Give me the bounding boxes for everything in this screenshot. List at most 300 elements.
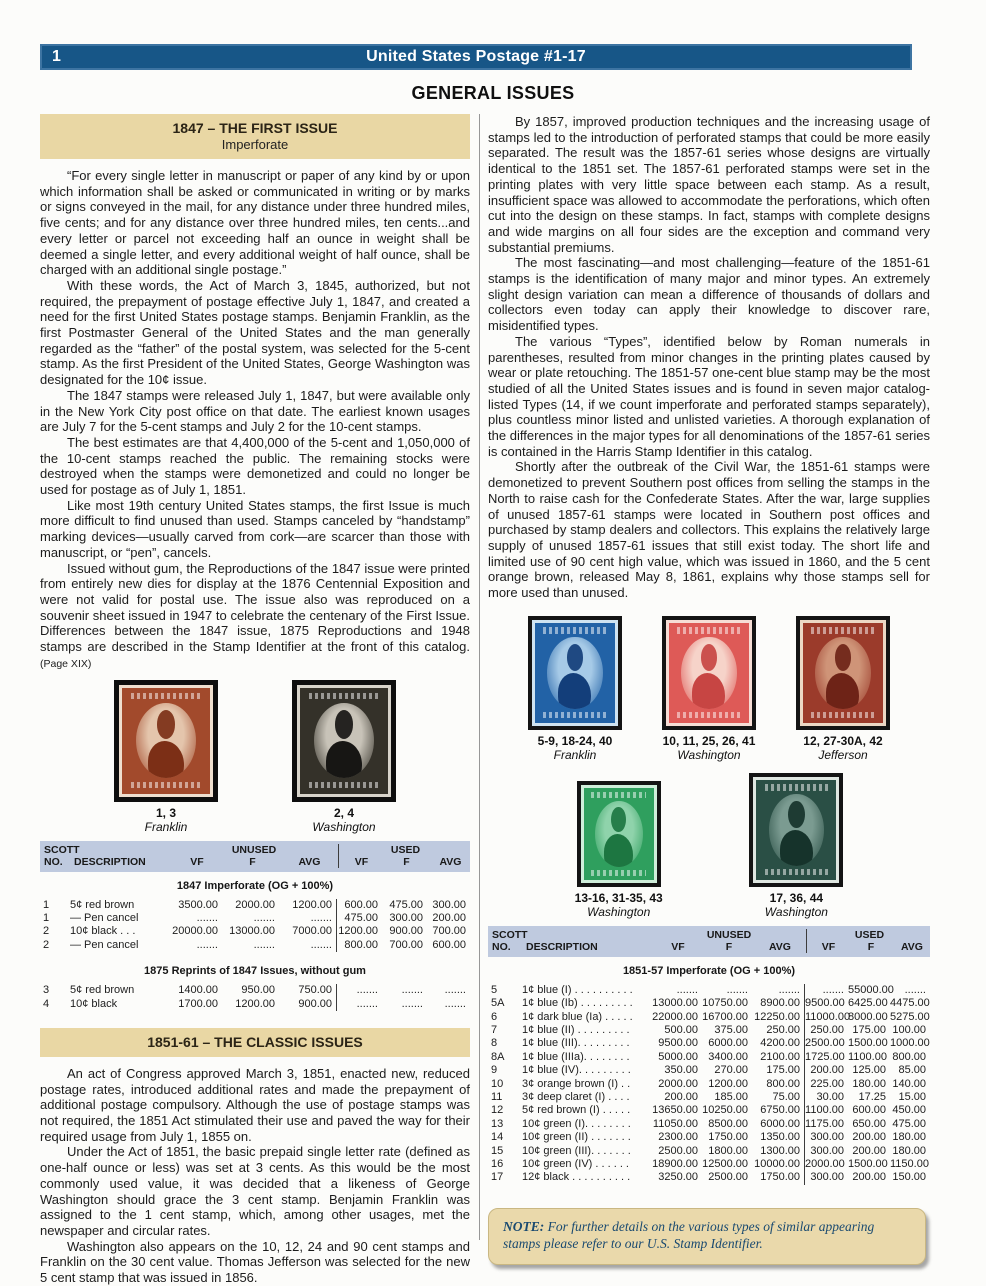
price-cell: ....... bbox=[253, 938, 275, 951]
table-row bbox=[40, 998, 470, 1011]
table-row bbox=[488, 1051, 930, 1064]
price-cell: 800.00 bbox=[336, 939, 382, 952]
table-row bbox=[40, 899, 470, 912]
stamp-top-lettering bbox=[811, 627, 874, 633]
note-text: For further details on the various types of similar appearing stamps please refer to our U.S. Stamp Identifier. bbox=[503, 1218, 875, 1252]
column-header: SCOTT bbox=[44, 843, 80, 856]
stamp-design bbox=[584, 788, 654, 880]
description-cell: 1¢ blue (I) . . . . . . . . . . bbox=[522, 983, 633, 996]
page-number: 1 bbox=[52, 48, 61, 65]
stamp-design bbox=[669, 623, 749, 723]
scott-no-cell: 11 bbox=[491, 1091, 503, 1104]
price-cell: 1400.00 bbox=[178, 984, 218, 997]
price-cell: 1200.00 bbox=[708, 1077, 748, 1090]
table-section-title: 1851-57 Imperforate (OG + 100%) bbox=[622, 964, 796, 977]
stamp-caption-name: Washington bbox=[312, 819, 376, 834]
table-row bbox=[488, 1011, 930, 1024]
portrait-bust bbox=[604, 834, 633, 867]
column-header-group: UNUSED bbox=[231, 843, 277, 856]
stamp-figure bbox=[796, 616, 890, 762]
price-cell: 10750.00 bbox=[702, 997, 748, 1010]
price-cell: ....... bbox=[401, 997, 423, 1010]
table-row bbox=[40, 925, 470, 938]
price-cell: ....... bbox=[904, 983, 926, 996]
price-cell: ....... bbox=[336, 984, 382, 997]
column-header: VF bbox=[190, 855, 204, 868]
stamp-bottom-lettering bbox=[309, 782, 379, 789]
scott-no-cell: 13 bbox=[491, 1117, 504, 1130]
price-cell: 250.00 bbox=[766, 1024, 800, 1037]
stamp-bottom-lettering bbox=[543, 712, 606, 718]
column-header: DESCRIPTION bbox=[526, 940, 598, 953]
price-cell: 4200.00 bbox=[760, 1037, 800, 1050]
stamp-caption-name: Washington bbox=[764, 904, 828, 919]
stamp-caption-numbers: 5-9, 18-24, 40 bbox=[537, 733, 613, 748]
price-cell: 10250.00 bbox=[702, 1104, 748, 1117]
price-cell: 2100.00 bbox=[760, 1050, 800, 1063]
price-cell: ....... bbox=[778, 983, 800, 996]
price-table-1851-57 bbox=[488, 926, 930, 1190]
right-paragraphs bbox=[488, 114, 930, 601]
page-reference: (Page XIX) bbox=[40, 657, 92, 670]
price-cell: 100.00 bbox=[892, 1024, 926, 1037]
description-cell: 12¢ black . . . . . . . . . . bbox=[522, 1171, 631, 1184]
stamp-top-lettering bbox=[765, 784, 828, 790]
description-cell: 10¢ green (III). . . . . . . bbox=[522, 1144, 631, 1157]
stamp-portrait-oval bbox=[595, 801, 643, 868]
table-row bbox=[488, 984, 930, 997]
portrait-head bbox=[788, 801, 805, 828]
scott-no-cell: 1 bbox=[43, 898, 50, 911]
column-header: AVG bbox=[901, 940, 923, 953]
description-cell: 10¢ black . . . bbox=[70, 925, 136, 938]
price-cell: 185.00 bbox=[714, 1091, 748, 1104]
stamp-caption bbox=[292, 806, 396, 834]
price-cell: ....... bbox=[804, 984, 848, 997]
stamp-figure bbox=[114, 680, 218, 834]
stamp-image bbox=[796, 616, 890, 730]
stamp-portrait-oval bbox=[815, 637, 870, 709]
price-cell: 600.00 bbox=[336, 899, 382, 912]
description-cell: 1¢ blue (II) . . . . . . . . . bbox=[522, 1024, 630, 1037]
scott-no-cell: 8 bbox=[491, 1037, 498, 1050]
scott-no-cell: 15 bbox=[491, 1144, 504, 1157]
table-spacer bbox=[40, 952, 470, 957]
body-paragraph: Under the Act of 1851, the basic prepaid single letter rate (defined as one-half ounce or less) was set at 3 cents. As this would be the most commonly used value, it was decided that a likeness of George Washington should grace the 3 cent stamp. Benjamin Franklin was assigned to the 1 cent stamp, which, among other usages, met the newspaper and circular rates. bbox=[40, 1144, 470, 1238]
section2-paragraphs bbox=[40, 1066, 470, 1286]
table-row bbox=[40, 984, 470, 997]
description-cell: — Pen cancel bbox=[70, 938, 139, 951]
stamp-row bbox=[488, 766, 930, 921]
price-cell: 2300.00 bbox=[658, 1131, 698, 1144]
table-row bbox=[488, 1091, 930, 1104]
price-cell: ....... bbox=[253, 911, 275, 924]
price-cell: 200.00 bbox=[852, 1171, 886, 1184]
body-paragraph: Like most 19th century United States stamps, the first Issue is much more difficult to find unused than used. Stamps canceled by “handstamp” marking devices—usually carved from cork—are scarcer than those with manuscript, or “pen”, cancels. bbox=[40, 497, 470, 560]
stamp-caption-numbers: 2, 4 bbox=[333, 805, 354, 820]
price-cell: 1750.00 bbox=[760, 1171, 800, 1184]
column-header: AVG bbox=[298, 855, 321, 868]
price-cell: 300.00 bbox=[432, 898, 466, 911]
column-header: F bbox=[725, 940, 733, 953]
stamp-image bbox=[292, 680, 396, 802]
scott-no-cell: 5A bbox=[491, 997, 505, 1010]
stamp-image bbox=[577, 781, 661, 887]
price-cell: 1300.00 bbox=[760, 1144, 800, 1157]
price-cell: 300.00 bbox=[804, 1145, 848, 1158]
right-column bbox=[488, 114, 930, 1265]
portrait-head bbox=[611, 807, 625, 832]
price-cell: 180.00 bbox=[892, 1144, 926, 1157]
table-row bbox=[488, 1118, 930, 1131]
description-cell: 10¢ black bbox=[70, 997, 118, 1010]
stamp-figure bbox=[575, 781, 663, 919]
price-cell: 1500.00 bbox=[848, 1037, 888, 1050]
description-cell: 1¢ blue (III). . . . . . . . . bbox=[522, 1037, 630, 1050]
stamp-caption bbox=[114, 806, 218, 834]
price-cell: 6750.00 bbox=[760, 1104, 800, 1117]
price-cell: 20000.00 bbox=[172, 925, 218, 938]
scott-no-cell: 2 bbox=[43, 925, 50, 938]
table-row bbox=[488, 1024, 930, 1037]
price-cell: 600.00 bbox=[432, 938, 466, 951]
price-cell: 2000.00 bbox=[804, 1158, 848, 1171]
body-paragraph: Issued without gum, the Reproductions of the 1847 issue were printed from entirely new dies for display at the 1876 Centennial Exposition and were not valid for postal use. The issue also was reproduced on a souvenir sheet issued in 1947 to celebrate the centenary of the First Issue. Differences between the 1847 issue, 1875 Reproductions and 1948 stamps are described in the Stamp Identifier at the front of this catalog. (Page XIX) bbox=[40, 560, 470, 670]
scott-no-cell: 17 bbox=[491, 1171, 504, 1184]
description-cell: 5¢ red brown bbox=[70, 898, 135, 911]
price-cell: 900.00 bbox=[298, 997, 332, 1010]
price-cell: 1725.00 bbox=[804, 1051, 848, 1064]
portrait-bust bbox=[558, 673, 591, 709]
price-cell: 85.00 bbox=[898, 1064, 926, 1077]
price-cell: 8900.00 bbox=[760, 997, 800, 1010]
left-column bbox=[40, 114, 470, 1286]
stamp-caption bbox=[662, 734, 756, 762]
body-paragraph: “For every single letter in manuscript or paper of any kind by or upon which information shall be asked or communicated in writing or by marks or signs conveyed in the mail, for any distance under three hundred miles, five cents; and for any distance over three hundred miles, ten cents...and every letter or parcel not exceeding half an ounce in weight shall be deemed a single letter, and every additional weight of half ounce, shall be charged with an additional single postage.” bbox=[40, 168, 470, 278]
stamp-design bbox=[803, 623, 883, 723]
price-cell: 2500.00 bbox=[708, 1171, 748, 1184]
table-spacer bbox=[488, 1185, 930, 1190]
stamp-top-lettering bbox=[131, 693, 201, 700]
price-cell: 180.00 bbox=[852, 1077, 886, 1090]
price-cell: 1100.00 bbox=[848, 1050, 887, 1063]
price-cell: 1175.00 bbox=[804, 1118, 848, 1131]
price-cell: 22000.00 bbox=[652, 1010, 698, 1023]
price-cell: 900.00 bbox=[389, 925, 423, 938]
stamp-portrait-oval bbox=[547, 637, 602, 709]
column-header: NO. bbox=[492, 940, 511, 953]
price-cell: 10000.00 bbox=[754, 1158, 800, 1171]
price-cell: 475.00 bbox=[389, 898, 423, 911]
stamp-figure bbox=[749, 773, 843, 919]
stamp-image bbox=[749, 773, 843, 887]
price-cell: 600.00 bbox=[852, 1104, 886, 1117]
description-cell: — Pen cancel bbox=[70, 911, 139, 924]
column-header-group: USED bbox=[338, 844, 472, 856]
scott-no-cell: 10 bbox=[491, 1077, 504, 1090]
price-cell: ....... bbox=[676, 983, 698, 996]
table-row bbox=[40, 912, 470, 925]
stamp-row bbox=[40, 673, 470, 836]
price-cell: 17.25 bbox=[858, 1091, 886, 1104]
price-cell: 11000.00 bbox=[805, 1010, 851, 1023]
stamp-caption-numbers: 17, 36, 44 bbox=[769, 890, 824, 905]
stamp-caption-numbers: 1, 3 bbox=[155, 805, 176, 820]
header-title: United States Postage #1-17 bbox=[366, 48, 586, 65]
description-cell: 3¢ deep claret (I) . . . . bbox=[522, 1091, 630, 1104]
price-cell: 16700.00 bbox=[702, 1010, 748, 1023]
price-cell: 8500.00 bbox=[708, 1117, 748, 1130]
page-header-bar bbox=[40, 44, 912, 70]
column-header: AVG bbox=[769, 940, 791, 953]
price-cell: 12250.00 bbox=[754, 1010, 800, 1023]
stamp-portrait-oval bbox=[769, 794, 824, 866]
price-cell: 270.00 bbox=[714, 1064, 748, 1077]
description-cell: 5¢ red brown (I) . . . . . bbox=[522, 1104, 631, 1117]
stamp-caption bbox=[796, 734, 890, 762]
column-header: F bbox=[403, 855, 410, 868]
stamp-portrait-frame bbox=[762, 792, 831, 868]
stamp-caption-numbers: 12, 27-30A, 42 bbox=[803, 733, 883, 748]
column-header: VF bbox=[338, 856, 384, 868]
price-cell: 8000.00 bbox=[848, 1010, 888, 1023]
description-cell: 1¢ blue (Ib) . . . . . . . . . bbox=[522, 997, 633, 1010]
table-row bbox=[488, 1064, 930, 1077]
section-heading-box bbox=[40, 114, 470, 159]
scott-no-cell: 8A bbox=[491, 1050, 505, 1063]
price-cell: 500.00 bbox=[664, 1024, 698, 1037]
table-spacer bbox=[40, 1011, 470, 1016]
stamp-portrait-oval bbox=[681, 637, 736, 709]
price-cell: 1200.00 bbox=[336, 925, 382, 938]
price-cell: 2500.00 bbox=[658, 1144, 698, 1157]
table-section-title: 1847 Imperforate (OG + 100%) bbox=[176, 879, 334, 892]
price-cell: 13650.00 bbox=[652, 1104, 698, 1117]
price-cell: 175.00 bbox=[766, 1064, 800, 1077]
stamp-top-lettering bbox=[591, 792, 646, 798]
price-cell: 800.00 bbox=[892, 1050, 926, 1063]
price-cell: ....... bbox=[444, 997, 466, 1010]
stamp-portrait-oval bbox=[136, 703, 197, 779]
column-header: SCOTT bbox=[492, 928, 528, 941]
column-header-group: UNUSED bbox=[706, 928, 752, 941]
note-box bbox=[488, 1208, 926, 1265]
stamp-portrait-oval bbox=[314, 703, 375, 779]
price-cell: 55000.00 bbox=[848, 983, 894, 996]
description-cell: 10¢ green (II) . . . . . . . bbox=[522, 1131, 631, 1144]
price-cell: 9500.00 bbox=[804, 997, 848, 1010]
portrait-bust bbox=[148, 741, 184, 779]
stamp-caption-name: Franklin bbox=[553, 747, 597, 762]
price-cell: 700.00 bbox=[432, 925, 466, 938]
stamp-bottom-lettering bbox=[591, 870, 646, 876]
price-cell: ....... bbox=[310, 911, 332, 924]
scott-no-cell: 1 bbox=[43, 911, 50, 924]
price-cell: 2000.00 bbox=[235, 898, 275, 911]
portrait-bust bbox=[780, 830, 813, 866]
table-row bbox=[488, 1078, 930, 1091]
stamp-design bbox=[122, 688, 210, 794]
price-cell: 200.00 bbox=[804, 1064, 848, 1077]
stamp-caption-name: Jefferson bbox=[818, 747, 868, 762]
page-title: GENERAL ISSUES bbox=[411, 83, 575, 103]
stamp-caption-numbers: 10, 11, 25, 26, 41 bbox=[662, 733, 756, 748]
price-cell: ....... bbox=[444, 984, 466, 997]
price-cell: 700.00 bbox=[389, 938, 423, 951]
price-cell: 175.00 bbox=[852, 1024, 886, 1037]
stamp-bottom-lettering bbox=[811, 712, 874, 718]
price-cell: 75.00 bbox=[772, 1091, 800, 1104]
price-cell: 3250.00 bbox=[658, 1171, 698, 1184]
section-title: 1847 – THE FIRST ISSUE bbox=[172, 120, 338, 136]
stamp-top-lettering bbox=[309, 693, 379, 700]
description-cell: 1¢ dark blue (Ia) . . . . . bbox=[522, 1010, 633, 1023]
stamp-portrait-frame bbox=[128, 700, 204, 781]
section-title: 1851-61 – THE CLASSIC ISSUES bbox=[147, 1033, 363, 1050]
scott-no-cell: 4 bbox=[43, 997, 50, 1010]
table-row bbox=[40, 939, 470, 952]
table-header bbox=[40, 841, 470, 872]
stamp-row bbox=[488, 609, 930, 764]
column-header: F bbox=[867, 940, 875, 953]
price-cell: 150.00 bbox=[892, 1171, 926, 1184]
column-header: AVG bbox=[439, 855, 462, 868]
price-cell: 750.00 bbox=[298, 984, 332, 997]
price-cell: 800.00 bbox=[766, 1077, 800, 1090]
price-cell: 450.00 bbox=[892, 1104, 926, 1117]
price-cell: ....... bbox=[336, 998, 382, 1011]
price-cell: 6000.00 bbox=[708, 1037, 748, 1050]
price-cell: 1800.00 bbox=[708, 1144, 748, 1157]
price-cell: 200.00 bbox=[432, 911, 466, 924]
price-cell: 13000.00 bbox=[229, 925, 275, 938]
price-cell: 18900.00 bbox=[652, 1158, 698, 1171]
description-cell: 1¢ blue (IV). . . . . . . . . bbox=[522, 1064, 631, 1077]
description-cell: 5¢ red brown bbox=[70, 984, 135, 997]
price-cell: 13000.00 bbox=[652, 997, 698, 1010]
portrait-head bbox=[335, 710, 353, 739]
price-cell: 140.00 bbox=[892, 1077, 926, 1090]
column-header: F bbox=[249, 855, 256, 868]
price-cell: 30.00 bbox=[804, 1091, 848, 1104]
price-cell: 5000.00 bbox=[658, 1050, 698, 1063]
price-cell: ....... bbox=[196, 938, 218, 951]
price-cell: 3500.00 bbox=[178, 898, 218, 911]
table-row bbox=[488, 997, 930, 1010]
price-cell: ....... bbox=[196, 911, 218, 924]
scott-no-cell: 2 bbox=[43, 938, 50, 951]
portrait-bust bbox=[826, 673, 859, 709]
price-cell: 475.00 bbox=[892, 1117, 926, 1130]
price-cell: 200.00 bbox=[852, 1131, 886, 1144]
column-divider bbox=[479, 114, 480, 1240]
price-cell: 1100.00 bbox=[804, 1104, 848, 1117]
body-paragraph: By 1857, improved production techniques and the increasing usage of stamps led to the introduction of perforated stamps that could be more easily separated. The result was the 1857-61 series whose designs are virtually identical to the 1851 set. The 1857-61 perforated stamps were set in the printing plates with very little space between each stamp. As a result, insufficient space was allowed to accommodate the perforations, which often cut into the design on these stamps. In fact, stamps with complete designs and wide margins on all four sides are the exception and command very substantial premiums. bbox=[488, 114, 930, 255]
body-paragraph: Shortly after the outbreak of the Civil War, the 1851-61 stamps were demonetized to prevent Southern post offices from selling the stamps in the North to raise cash for the Confederate States. After the war, large supplies of unused 1857-61 stamps were located in Southern post offices and purchased by stamp dealers and collectors. This explains the relatively large supply of unused 1857-61 issues that still exist today. The short life and limited use of 90 cent high value, which was issued in 1860, and the 5 cent orange brown, released May 8, 1861, explains why those stamps sell for more used than unused. bbox=[488, 459, 930, 601]
section-subtitle: Imperforate bbox=[221, 137, 289, 152]
stamp-figure bbox=[662, 616, 756, 762]
section-heading-box bbox=[40, 1028, 470, 1057]
body-paragraph: An act of Congress approved March 3, 1851, enacted new, reduced postage rates, introduced additional rates and made the prepayment of additional postage compulsory. Although the use of postage stamps was not required, the 1851 Act stimulated their use and paved the way for their required usage from July 1, 1855 on. bbox=[40, 1065, 470, 1144]
price-cell: 300.00 bbox=[804, 1171, 848, 1184]
stamp-design bbox=[756, 780, 836, 880]
description-cell: 10¢ green (IV) . . . . . . bbox=[522, 1158, 629, 1171]
price-cell: 2000.00 bbox=[658, 1077, 698, 1090]
column-header: DESCRIPTION bbox=[74, 855, 146, 868]
stamp-image bbox=[662, 616, 756, 730]
price-cell: 7000.00 bbox=[292, 925, 332, 938]
stamp-caption-name: Washington bbox=[587, 904, 651, 919]
column-header: NO. bbox=[44, 855, 63, 868]
price-cell: 1350.00 bbox=[760, 1131, 800, 1144]
stamp-caption-name: Washington bbox=[677, 747, 741, 762]
scott-no-cell: 9 bbox=[491, 1064, 498, 1077]
description-cell: 3¢ orange brown (I) . . bbox=[522, 1077, 631, 1090]
table-header bbox=[488, 926, 930, 957]
stamp-caption bbox=[575, 891, 663, 919]
price-cell: 200.00 bbox=[852, 1144, 886, 1157]
price-cell: 350.00 bbox=[664, 1064, 698, 1077]
table-row bbox=[488, 1131, 930, 1144]
price-cell: 125.00 bbox=[852, 1064, 886, 1077]
scott-no-cell: 3 bbox=[43, 984, 50, 997]
portrait-bust bbox=[326, 741, 362, 779]
portrait-head bbox=[835, 644, 852, 671]
table-row bbox=[488, 1037, 930, 1050]
price-cell: 1200.00 bbox=[235, 997, 275, 1010]
description-cell: 1¢ blue (IIIa). . . . . . . . bbox=[522, 1050, 630, 1063]
price-cell: 180.00 bbox=[892, 1131, 926, 1144]
body-paragraph: The most fascinating—and most challenging—feature of the 1851-61 stamps is the identification of many major and minor types. An extremely slight design variation can mean a difference of thousands of dollars and collectors even today can apply their knowledge to discover rare, misidentified types. bbox=[488, 255, 930, 334]
column-header-group: USED bbox=[806, 929, 932, 941]
price-cell: 2500.00 bbox=[804, 1037, 848, 1050]
price-cell: 11050.00 bbox=[652, 1117, 698, 1130]
price-cell: ....... bbox=[310, 938, 332, 951]
stamp-image bbox=[528, 616, 622, 730]
price-cell: 200.00 bbox=[664, 1091, 698, 1104]
column-header: VF bbox=[806, 941, 850, 953]
body-paragraph: The best estimates are that 4,400,000 of the 5-cent and 1,050,000 of the 10-cent stamps reached the public. The remaining stocks were destroyed when the stamps were demonetized and could no longer be used for postage as of July 1, 1851. bbox=[40, 434, 470, 498]
table-row bbox=[488, 1158, 930, 1171]
stamp-image bbox=[114, 680, 218, 802]
price-cell: 650.00 bbox=[852, 1117, 886, 1130]
stamp-figure bbox=[292, 680, 396, 834]
table-row bbox=[488, 1104, 930, 1117]
stamp-design bbox=[535, 623, 615, 723]
scott-no-cell: 5 bbox=[491, 983, 498, 996]
price-cell: 3400.00 bbox=[708, 1050, 748, 1063]
stamp-portrait-frame bbox=[306, 700, 382, 781]
price-cell: 15.00 bbox=[898, 1091, 926, 1104]
price-cell: 4475.00 bbox=[890, 997, 930, 1010]
price-cell: 1750.00 bbox=[708, 1131, 748, 1144]
price-cell: 1150.00 bbox=[890, 1158, 929, 1171]
price-cell: 950.00 bbox=[241, 984, 275, 997]
price-cell: ....... bbox=[401, 984, 423, 997]
stamp-top-lettering bbox=[543, 627, 606, 633]
price-cell: 1700.00 bbox=[178, 997, 218, 1010]
price-cell: 1200.00 bbox=[292, 898, 332, 911]
price-cell: 225.00 bbox=[804, 1078, 848, 1091]
price-cell: 12500.00 bbox=[702, 1158, 748, 1171]
stamp-portrait-frame bbox=[589, 798, 649, 869]
stamp-portrait-frame bbox=[541, 635, 610, 711]
stamp-figure bbox=[528, 616, 622, 762]
section1-paragraphs bbox=[40, 168, 470, 673]
table-row bbox=[488, 1171, 930, 1184]
stamp-top-lettering bbox=[677, 627, 740, 633]
stamp-caption-name: Franklin bbox=[144, 819, 188, 834]
